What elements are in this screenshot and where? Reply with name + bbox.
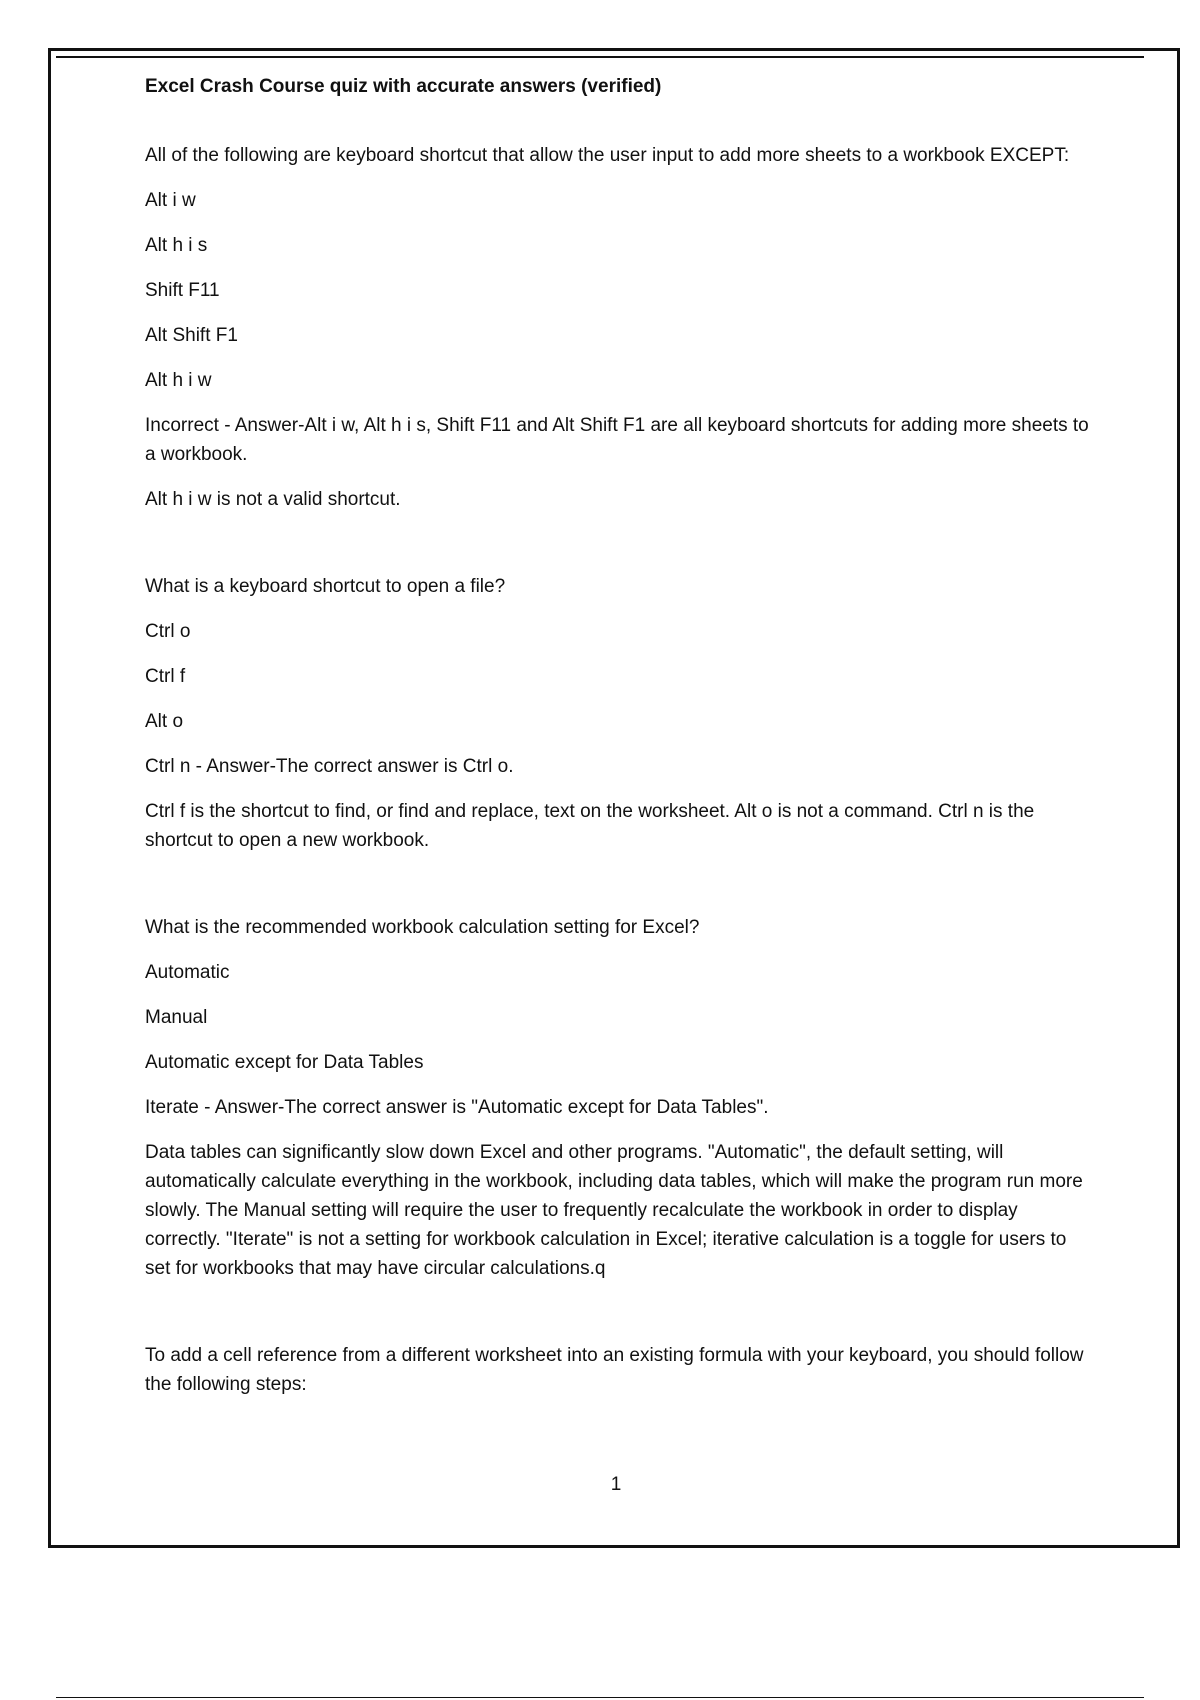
answer-option: Alt Shift F1 (145, 325, 238, 346)
answer-option: Alt h i w (145, 370, 212, 391)
question-3 (145, 913, 1095, 1283)
answer-option: Alt h i s (145, 235, 208, 256)
answer-option: Ctrl o (145, 621, 191, 642)
answer-option: Automatic (145, 962, 230, 983)
page-number: 1 (610, 1474, 622, 1495)
top-rule (56, 56, 1144, 58)
answer-option: Ctrl f (145, 666, 186, 687)
document-body (145, 72, 1095, 1415)
question-prompt: All of the following are keyboard shortcut that allow the user input to add more sheets to a workbook EXCEPT: (145, 145, 1070, 166)
question-1 (145, 141, 1095, 514)
document-title: Excel Crash Course quiz with accurate answers (verified) (145, 76, 662, 97)
answer-option: Automatic except for Data Tables (145, 1052, 424, 1073)
bottom-rule (56, 1697, 1144, 1698)
explanation-text: Ctrl f is the shortcut to find, or find and replace, text on the worksheet. Alt o is not a command. Ctrl n is the shortcut to open a new workbook. (145, 801, 1035, 851)
answer-option: Shift F11 (145, 280, 220, 301)
answer-option: Alt i w (145, 190, 196, 211)
answer-text: Iterate - Answer-The correct answer is "Automatic except for Data Tables". (145, 1097, 769, 1118)
question-prompt: What is a keyboard shortcut to open a file? (145, 576, 506, 597)
answer-option: Alt o (145, 711, 184, 732)
explanation-text: Alt h i w is not a valid shortcut. (145, 489, 401, 510)
question-prompt: What is the recommended workbook calculation setting for Excel? (145, 917, 700, 938)
question-2 (145, 572, 1095, 855)
answer-option: Manual (145, 1007, 208, 1028)
question-prompt: To add a cell reference from a different worksheet into an existing formula with your keyboard, you should follow the following steps: (145, 1345, 1084, 1395)
question-4 (145, 1341, 1095, 1399)
explanation-text: Data tables can significantly slow down Excel and other programs. "Automatic", the default setting, will automatically calculate everything in the workbook, including data tables, which will make the program run more slowly. The Manual setting will require the user to frequently recalculate the workbook in order to display correctly. "Iterate" is not a setting for workbook calculation in Excel; iterative calculation is a toggle for users to set for workbooks that may have circular calculations.q (145, 1142, 1083, 1279)
answer-text: Ctrl n - Answer-The correct answer is Ctrl o. (145, 756, 514, 777)
answer-text: Incorrect - Answer-Alt i w, Alt h i s, Shift F11 and Alt Shift F1 are all keyboard shortcuts for adding more sheets to a workbook. (145, 415, 1089, 465)
